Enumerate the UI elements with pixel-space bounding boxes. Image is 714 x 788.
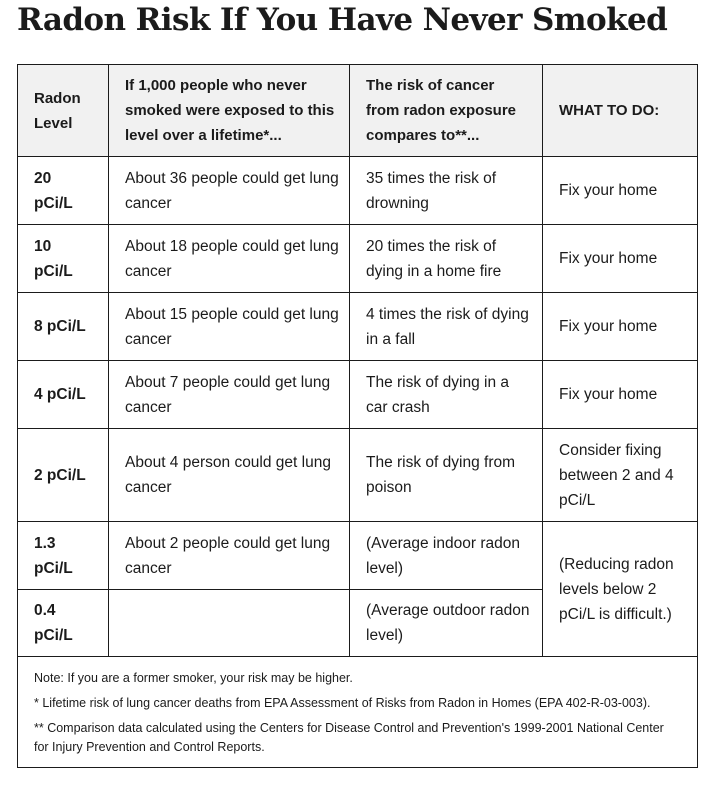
risk-comparison-cell: (Average outdoor radon level)	[350, 590, 543, 657]
table-row	[18, 225, 698, 293]
what-to-do-cell: Consider fixing between 2 and 4 pCi/L	[543, 429, 698, 522]
radon-level-cell: 0.4 pCi/L	[18, 590, 109, 657]
radon-level-cell: 2 pCi/L	[18, 429, 109, 522]
table-row	[18, 361, 698, 429]
notes-row	[18, 657, 698, 768]
risk-comparison-cell: (Average indoor radon level)	[350, 522, 543, 590]
risk-comparison-cell: 4 times the risk of dying in a fall	[350, 293, 543, 361]
header-exposed-people: If 1,000 people who never smoked were exposed to this level over a lifetime*...	[109, 65, 350, 157]
lung-cancer-cell: About 7 people could get lung cancer	[109, 361, 350, 429]
risk-comparison-cell: The risk of dying from poison	[350, 429, 543, 522]
what-to-do-cell: Fix your home	[543, 293, 698, 361]
risk-comparison-cell: 20 times the risk of dying in a home fire	[350, 225, 543, 293]
table-row	[18, 522, 698, 590]
table-header-row	[18, 65, 698, 157]
risk-comparison-cell: 35 times the risk of drowning	[350, 157, 543, 225]
radon-level-cell: 8 pCi/L	[18, 293, 109, 361]
lung-cancer-cell	[109, 590, 350, 657]
what-to-do-cell: (Reducing radon levels below 2 pCi/L is difficult.)	[543, 522, 698, 657]
radon-level-cell: 1.3 pCi/L	[18, 522, 109, 590]
page-title: Radon Risk If You Have Never Smoked	[17, 2, 668, 38]
what-to-do-cell: Fix your home	[543, 225, 698, 293]
lung-cancer-cell: About 36 people could get lung cancer	[109, 157, 350, 225]
footnote-lifetime-risk: * Lifetime risk of lung cancer deaths from EPA Assessment of Risks from Radon in Homes (EPA 402-R-03-003).	[34, 696, 651, 710]
what-to-do-cell: Fix your home	[543, 361, 698, 429]
note-former-smoker: Note: If you are a former smoker, your risk may be higher.	[34, 671, 353, 685]
header-what-to-do: WHAT TO DO:	[543, 65, 698, 157]
radon-level-cell: 10 pCi/L	[18, 225, 109, 293]
header-risk-comparison: The risk of cancer from radon exposure compares to**...	[350, 65, 543, 157]
radon-level-cell: 20 pCi/L	[18, 157, 109, 225]
notes-cell	[18, 657, 698, 768]
table-row	[18, 293, 698, 361]
lung-cancer-cell: About 2 people could get lung cancer	[109, 522, 350, 590]
footnote-comparison-data: ** Comparison data calculated using the Centers for Disease Control and Prevention's 1999-2001 National Center for Injury Prevention and Control Reports.	[34, 721, 664, 754]
radon-risk-table	[17, 64, 698, 768]
header-radon-level: Radon Level	[18, 65, 109, 157]
table-row	[18, 429, 698, 522]
what-to-do-cell: Fix your home	[543, 157, 698, 225]
radon-level-cell: 4 pCi/L	[18, 361, 109, 429]
lung-cancer-cell: About 18 people could get lung cancer	[109, 225, 350, 293]
table-row	[18, 157, 698, 225]
lung-cancer-cell: About 15 people could get lung cancer	[109, 293, 350, 361]
lung-cancer-cell: About 4 person could get lung cancer	[109, 429, 350, 522]
risk-comparison-cell: The risk of dying in a car crash	[350, 361, 543, 429]
